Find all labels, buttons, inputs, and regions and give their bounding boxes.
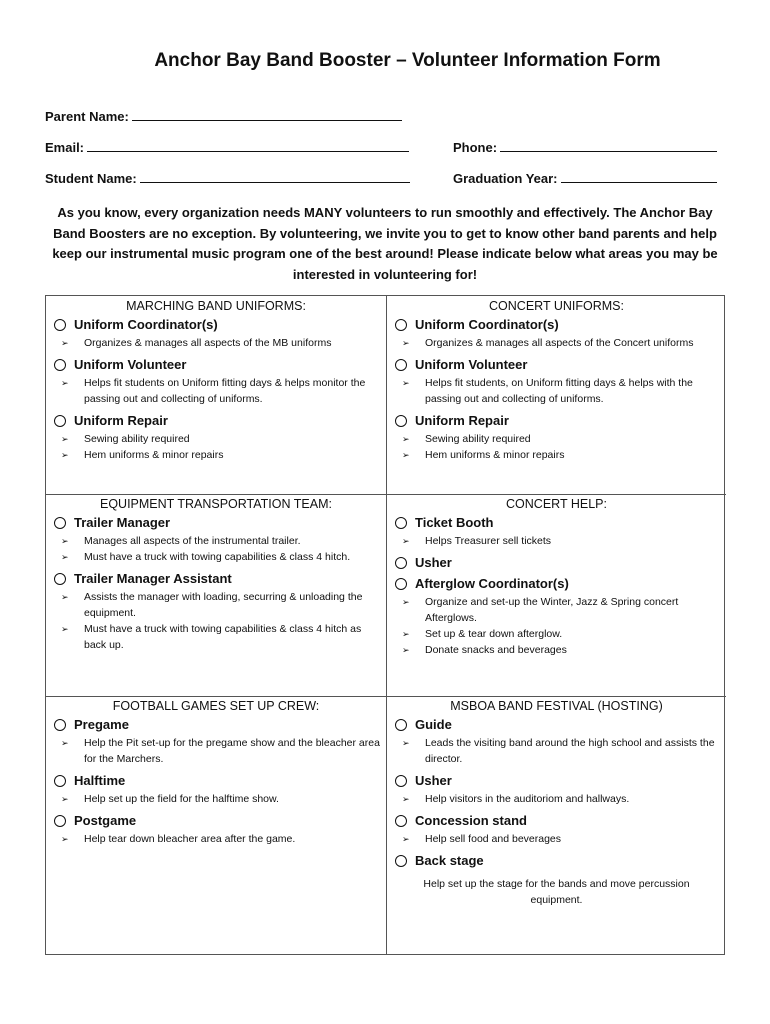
option-details <box>387 735 726 767</box>
option-row[interactable] <box>387 317 726 332</box>
option-details <box>387 791 726 807</box>
option-row[interactable] <box>387 773 726 788</box>
arrow-bullet-icon: ➢ <box>402 597 410 607</box>
detail-item <box>387 375 726 407</box>
volunteer-option-uniform-coordinator-s <box>46 317 386 351</box>
detail-item <box>387 735 726 767</box>
option-row[interactable] <box>387 853 726 868</box>
radio-circle-icon[interactable] <box>54 775 66 787</box>
section-msboa <box>387 699 726 908</box>
parent-name-blank[interactable] <box>132 108 402 121</box>
option-row[interactable] <box>387 576 726 591</box>
volunteer-option-pregame <box>46 717 386 767</box>
volunteer-option-uniform-volunteer <box>387 357 726 407</box>
arrow-bullet-icon: ➢ <box>402 794 410 804</box>
radio-circle-icon[interactable] <box>395 319 407 331</box>
arrow-bullet-icon: ➢ <box>402 834 410 844</box>
arrow-bullet-icon: ➢ <box>402 738 410 748</box>
option-details <box>46 375 386 407</box>
detail-item <box>387 533 726 549</box>
option-label: Halftime <box>74 773 126 788</box>
detail-text: Sewing ability required <box>425 433 531 445</box>
option-row[interactable] <box>387 717 726 732</box>
radio-circle-icon[interactable] <box>54 359 66 371</box>
option-details <box>387 431 726 463</box>
radio-circle-icon[interactable] <box>395 855 407 867</box>
detail-item <box>46 589 386 621</box>
detail-text: Help sell food and beverages <box>425 833 562 845</box>
radio-circle-icon[interactable] <box>395 775 407 787</box>
detail-text: Helps fit students, on Uniform fitting days & helps with the passing out and collecting of uniforms. <box>425 377 693 405</box>
student-name-label: Student Name: <box>45 171 137 186</box>
email-label: Email: <box>45 140 85 155</box>
arrow-bullet-icon: ➢ <box>61 552 69 562</box>
detail-item <box>46 431 386 447</box>
volunteer-option-back-stage <box>387 853 726 868</box>
parent-name-label: Parent Name: <box>45 109 129 124</box>
radio-circle-icon[interactable] <box>54 719 66 731</box>
detail-item <box>46 375 386 407</box>
radio-circle-icon[interactable] <box>54 573 66 585</box>
row-divider <box>46 696 726 697</box>
section-concert-uniforms <box>387 299 726 469</box>
option-label: Uniform Coordinator(s) <box>415 317 559 332</box>
radio-circle-icon[interactable] <box>54 815 66 827</box>
detail-text: Manages all aspects of the instrumental trailer. <box>84 535 301 547</box>
backstage-note: Help set up the stage for the bands and move percussion equipment. <box>423 878 690 906</box>
section-heading: CONCERT UNIFORMS: <box>489 299 624 313</box>
option-label: Uniform Coordinator(s) <box>74 317 218 332</box>
option-row[interactable] <box>46 571 386 586</box>
arrow-bullet-icon: ➢ <box>402 450 410 460</box>
detail-text: Hem uniforms & minor repairs <box>425 449 565 461</box>
option-details <box>46 533 386 565</box>
detail-item <box>387 626 726 642</box>
option-label: Back stage <box>415 853 484 868</box>
option-label: Uniform Repair <box>74 413 168 428</box>
detail-text: Must have a truck with towing capabilities & class 4 hitch. <box>84 551 351 563</box>
option-label: Pregame <box>74 717 129 732</box>
option-details <box>46 831 386 847</box>
graduation-year-blank[interactable] <box>561 170 717 183</box>
arrow-bullet-icon: ➢ <box>402 629 410 639</box>
option-label: Trailer Manager Assistant <box>74 571 232 586</box>
option-row[interactable] <box>46 515 386 530</box>
detail-item <box>46 447 386 463</box>
option-label: Postgame <box>74 813 137 828</box>
detail-item <box>46 335 386 351</box>
section-heading: MSBOA BAND FESTIVAL (HOSTING) <box>450 699 663 713</box>
radio-circle-icon[interactable] <box>395 557 407 569</box>
phone-blank[interactable] <box>500 139 717 152</box>
volunteer-option-guide <box>387 717 726 767</box>
option-label: Concession stand <box>415 813 527 828</box>
option-row[interactable] <box>387 813 726 828</box>
option-row[interactable] <box>387 357 726 372</box>
detail-item <box>46 831 386 847</box>
section-equipment <box>46 497 386 659</box>
section-heading: MARCHING BAND UNIFORMS: <box>126 299 306 313</box>
form-title: Anchor Bay Band Booster – Volunteer Information Form <box>154 50 661 71</box>
volunteer-option-uniform-volunteer <box>46 357 386 407</box>
arrow-bullet-icon: ➢ <box>61 450 69 460</box>
detail-item <box>387 642 726 658</box>
volunteer-option-afterglow-coordinator-s <box>387 576 726 658</box>
radio-circle-icon[interactable] <box>54 319 66 331</box>
option-details <box>46 791 386 807</box>
detail-item <box>46 791 386 807</box>
volunteer-option-postgame <box>46 813 386 847</box>
detail-text: Hem uniforms & minor repairs <box>84 449 224 461</box>
option-details <box>46 431 386 463</box>
option-row[interactable] <box>46 413 386 428</box>
option-label: Afterglow Coordinator(s) <box>415 576 569 591</box>
arrow-bullet-icon: ➢ <box>61 794 69 804</box>
detail-item <box>46 735 386 767</box>
option-row[interactable] <box>387 413 726 428</box>
detail-text: Leads the visiting band around the high school and assists the director. <box>425 737 715 765</box>
radio-circle-icon[interactable] <box>395 578 407 590</box>
detail-text: Assists the manager with loading, securring & unloading the equipment. <box>84 591 363 619</box>
section-mb-uniforms <box>46 299 386 469</box>
graduation-year-field[interactable] <box>453 170 717 186</box>
detail-text: Organizes & manages all aspects of the MB uniforms <box>84 337 332 349</box>
section-heading: EQUIPMENT TRANSPORTATION TEAM: <box>100 497 332 511</box>
arrow-bullet-icon: ➢ <box>61 624 69 634</box>
row-divider <box>46 494 726 495</box>
volunteer-option-ticket-booth <box>387 515 726 549</box>
arrow-bullet-icon: ➢ <box>402 338 410 348</box>
option-details <box>387 831 726 847</box>
option-details <box>387 533 726 549</box>
detail-item <box>387 831 726 847</box>
detail-item <box>387 431 726 447</box>
email-field[interactable] <box>45 139 409 155</box>
volunteer-option-usher <box>387 555 726 570</box>
arrow-bullet-icon: ➢ <box>61 536 69 546</box>
option-row[interactable] <box>46 717 386 732</box>
option-row[interactable] <box>387 515 726 530</box>
detail-text: Helps Treasurer sell tickets <box>425 535 552 547</box>
arrow-bullet-icon: ➢ <box>402 434 410 444</box>
option-label: Usher <box>415 773 452 788</box>
detail-item <box>387 447 726 463</box>
graduation-year-label: Graduation Year: <box>453 171 558 186</box>
detail-text: Help visitors in the auditoriom and hallways. <box>425 793 630 805</box>
arrow-bullet-icon: ➢ <box>61 338 69 348</box>
arrow-bullet-icon: ➢ <box>61 378 69 388</box>
student-name-field[interactable] <box>45 170 410 186</box>
phone-label: Phone: <box>453 140 498 155</box>
detail-item <box>387 335 726 351</box>
volunteer-grid <box>45 295 725 955</box>
option-details <box>46 589 386 653</box>
volunteer-option-concession-stand <box>387 813 726 847</box>
option-label: Ticket Booth <box>415 515 494 530</box>
option-label: Guide <box>415 717 452 732</box>
option-row[interactable] <box>46 773 386 788</box>
radio-circle-icon[interactable] <box>395 719 407 731</box>
radio-circle-icon[interactable] <box>54 415 66 427</box>
detail-item <box>46 533 386 549</box>
detail-text: Organize and set-up the Winter, Jazz & Spring concert Afterglows. <box>425 596 679 624</box>
option-details <box>46 335 386 351</box>
radio-circle-icon[interactable] <box>54 517 66 529</box>
volunteer-option-uniform-repair <box>387 413 726 463</box>
option-details <box>46 735 386 767</box>
option-details <box>387 335 726 351</box>
radio-circle-icon[interactable] <box>395 815 407 827</box>
detail-text: Helps fit students on Uniform fitting days & helps monitor the passing out and collecting of uniforms. <box>84 377 366 405</box>
student-name-blank[interactable] <box>140 170 410 183</box>
detail-text: Donate snacks and beverages <box>425 644 567 656</box>
option-label: Uniform Repair <box>415 413 509 428</box>
option-details <box>387 594 726 658</box>
email-blank[interactable] <box>87 139 409 152</box>
arrow-bullet-icon: ➢ <box>61 834 69 844</box>
option-label: Usher <box>415 555 452 570</box>
arrow-bullet-icon: ➢ <box>402 645 410 655</box>
volunteer-option-usher <box>387 773 726 807</box>
intro-paragraph: As you know, every organization needs MANY volunteers to run smoothly and effectively. The Anchor Bay Band Boosters are no exception. By volunteering, we invite you to get to know other band parents and help keep our instrumental music program one of the best around! Please indicate below what areas you may be interested in volunteering for! <box>52 205 718 282</box>
section-football <box>46 699 386 853</box>
phone-field[interactable] <box>453 139 717 155</box>
radio-circle-icon[interactable] <box>395 359 407 371</box>
radio-circle-icon[interactable] <box>395 415 407 427</box>
detail-text: Set up & tear down afterglow. <box>425 628 563 640</box>
arrow-bullet-icon: ➢ <box>61 434 69 444</box>
option-label: Uniform Volunteer <box>415 357 528 372</box>
option-row[interactable] <box>46 813 386 828</box>
detail-item <box>387 594 726 626</box>
option-label: Trailer Manager <box>74 515 171 530</box>
arrow-bullet-icon: ➢ <box>61 738 69 748</box>
parent-name-field[interactable] <box>45 108 402 124</box>
detail-text: Help the Pit set-up for the pregame show and the bleacher area for the Marchers. <box>84 737 380 765</box>
option-row[interactable] <box>46 317 386 332</box>
detail-text: Help set up the field for the halftime show. <box>84 793 279 805</box>
section-concert-help <box>387 497 726 664</box>
arrow-bullet-icon: ➢ <box>61 592 69 602</box>
option-label: Uniform Volunteer <box>74 357 187 372</box>
detail-text: Organizes & manages all aspects of the Concert uniforms <box>425 337 694 349</box>
arrow-bullet-icon: ➢ <box>402 536 410 546</box>
detail-text: Sewing ability required <box>84 433 190 445</box>
detail-item <box>46 549 386 565</box>
option-row[interactable] <box>387 555 726 570</box>
detail-text: Must have a truck with towing capabilities & class 4 hitch as back up. <box>84 623 362 651</box>
volunteer-option-trailer-manager <box>46 515 386 565</box>
section-heading: CONCERT HELP: <box>506 497 607 511</box>
option-details <box>387 375 726 407</box>
section-heading: FOOTBALL GAMES SET UP CREW: <box>112 699 320 713</box>
arrow-bullet-icon: ➢ <box>402 378 410 388</box>
volunteer-option-halftime <box>46 773 386 807</box>
volunteer-option-trailer-manager-assistant <box>46 571 386 653</box>
detail-item <box>46 621 386 653</box>
radio-circle-icon[interactable] <box>395 517 407 529</box>
option-row[interactable] <box>46 357 386 372</box>
volunteer-option-uniform-coordinator-s <box>387 317 726 351</box>
volunteer-option-uniform-repair <box>46 413 386 463</box>
detail-text: Help tear down bleacher area after the game. <box>84 833 296 845</box>
detail-item <box>387 791 726 807</box>
